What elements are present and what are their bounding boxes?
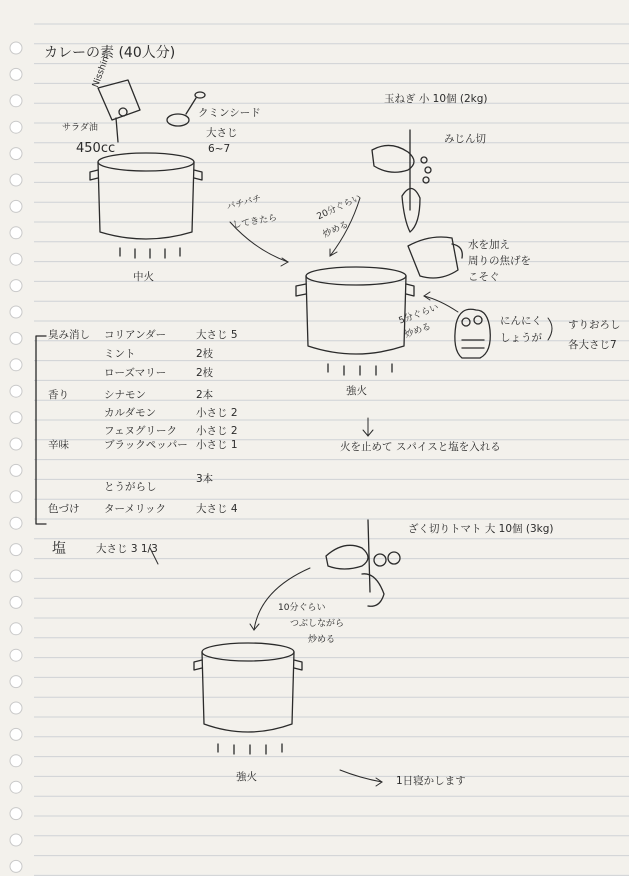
grate-text: すりおろし (568, 319, 621, 331)
spice-amount: 小さじ 2 (196, 407, 238, 419)
mince-label: みじん切 (444, 133, 486, 145)
spice-category: 香り (48, 389, 69, 401)
tomato-label: ざく切りトマト 大 10個 (3kg) (408, 523, 554, 535)
binder-hole (10, 570, 22, 582)
spice-name: ターメリック (104, 503, 167, 515)
spice-amount: 2本 (196, 389, 214, 401)
water-text-2: 周りの焦げを (468, 255, 531, 267)
salt-amount: 大さじ 3 1/3 (96, 543, 158, 555)
ginger-text: しょうが (500, 332, 542, 344)
binder-hole (10, 385, 22, 397)
spice-name: とうがらし (104, 481, 157, 493)
binder-hole (10, 834, 22, 846)
fry-20-text-2: 炒める (321, 219, 351, 241)
cumin-amount-1: 大さじ (206, 127, 238, 139)
fry-5-text-1: 5分ぐらい (397, 302, 441, 327)
binder-hole (10, 68, 22, 80)
fry-10-text-2: つぶしながら (290, 619, 345, 629)
spice-name: シナモン (104, 389, 146, 401)
binder-hole (10, 860, 22, 872)
garlic-text: にんにく (500, 315, 542, 327)
binder-hole (10, 517, 22, 529)
binder-hole (10, 755, 22, 767)
spice-amount: 大さじ 4 (196, 503, 238, 515)
binder-hole (10, 676, 22, 688)
fry-10-text-1: 10分ぐらい (278, 603, 326, 613)
water-text-3: こそぐ (468, 271, 500, 283)
binder-hole (10, 464, 22, 476)
binder-hole (10, 438, 22, 450)
heat-medium: 中火 (133, 271, 154, 283)
onion-label: 玉ねぎ 小 10個 (2kg) (384, 93, 488, 105)
binder-hole (10, 702, 22, 714)
spice-category: 臭み消し (48, 329, 90, 341)
binder-hole (10, 42, 22, 54)
spice-name: カルダモン (104, 407, 157, 419)
spice-category: 色づけ (48, 503, 80, 515)
binder-hole (10, 808, 22, 820)
binder-hole (10, 227, 22, 239)
heat-strong-2: 強火 (236, 771, 257, 783)
rest-text: 1日寝かします (396, 775, 466, 787)
binder-hole (10, 412, 22, 424)
spice-name: ローズマリー (104, 367, 167, 379)
spice-category: 辛味 (48, 439, 69, 451)
spice-name: ミント (104, 348, 136, 360)
water-text-1: 水を加え (468, 239, 510, 251)
spice-name: コリアンダー (104, 329, 167, 341)
fry-20-text-1: 20分ぐらい (315, 193, 363, 223)
spice-amount: 2枝 (196, 348, 214, 360)
oil-label: サラダ油 (62, 123, 98, 133)
heat-strong-1: 強火 (346, 385, 367, 397)
binder-hole (10, 174, 22, 186)
spice-name: ブラックペッパー (104, 439, 188, 451)
page-title: カレーの素 (40人分) (44, 45, 176, 61)
binder-hole (10, 781, 22, 793)
crackle-text-1: パチパチ (225, 193, 263, 213)
binder-hole (10, 148, 22, 160)
stop-fire-text: 火を止めて スパイスと塩を入れる (340, 441, 501, 453)
binder-hole (10, 280, 22, 292)
oil-can-brand: Nisshin (91, 55, 112, 90)
spice-amount: 小さじ 1 (196, 439, 238, 451)
spice-amount: 2枝 (196, 367, 214, 379)
cumin-amount-2: 6~7 (208, 143, 231, 155)
binder-hole (10, 491, 22, 503)
binder-hole (10, 332, 22, 344)
binder-hole (10, 649, 22, 661)
crackle-text-2: してきたら (231, 213, 278, 231)
fry-10-text-3: 炒める (308, 635, 336, 645)
binder-hole (10, 623, 22, 635)
cumin-name: クミンシード (198, 107, 261, 119)
binder-hole (10, 95, 22, 107)
binder-hole (10, 359, 22, 371)
oil-amount: 450cc (76, 141, 116, 156)
binder-hole (10, 728, 22, 740)
spice-amount: 大さじ 5 (196, 329, 238, 341)
spice-name: フェヌグリーク (104, 425, 177, 437)
spice-amount: 小さじ 2 (196, 425, 238, 437)
fry-5-text-2: 炒める (403, 321, 433, 341)
binder-hole (10, 253, 22, 265)
binder-hole (10, 121, 22, 133)
salt-label: 塩 (52, 541, 66, 557)
binder-hole (10, 544, 22, 556)
grate-amount: 各大さじ7 (568, 339, 617, 351)
spice-amount: 3本 (196, 473, 214, 485)
binder-hole (10, 200, 22, 212)
binder-hole (10, 306, 22, 318)
binder-hole (10, 596, 22, 608)
